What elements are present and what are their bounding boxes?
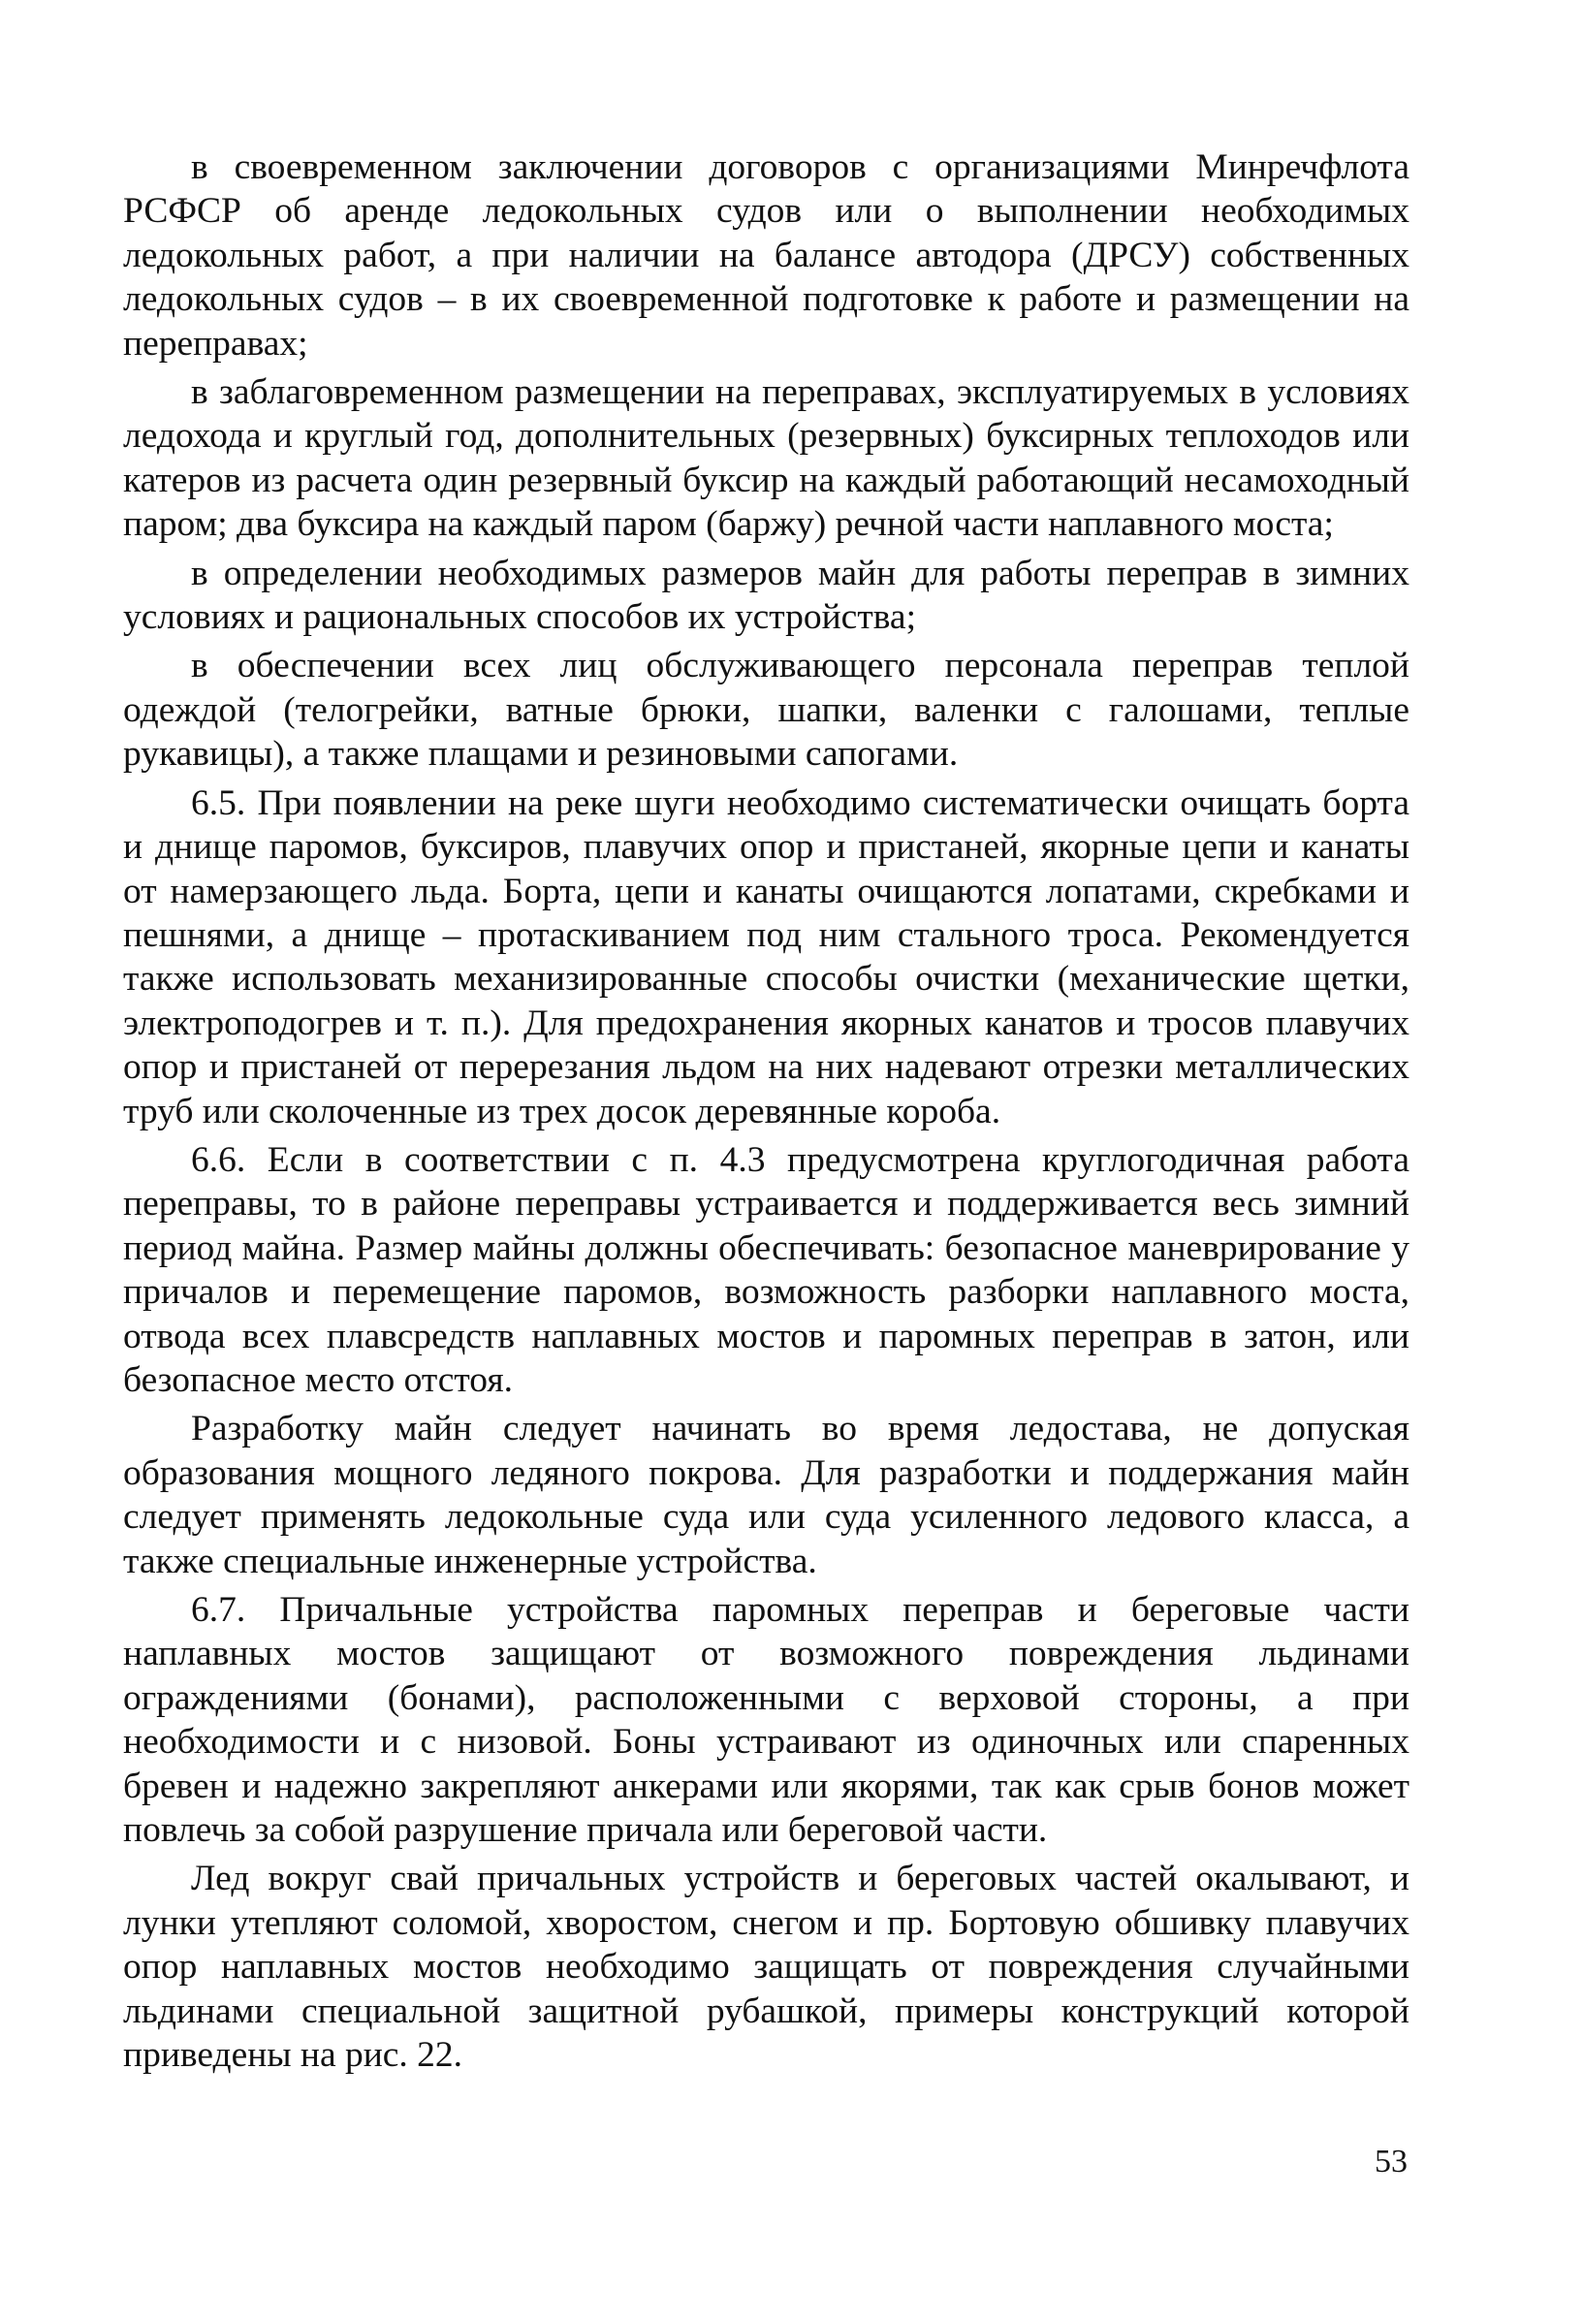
- paragraph-warm-clothing: в обеспечении всех лиц обслуживающего персонала переправ теплой одеждой (телогрейки, ватные брюки, шапки, валенки с галошами, теплые рукавицы), а также плащами и резиновыми сапогами.: [123, 646, 1409, 775]
- paragraph-ice-hole-sizes: в определении необходимых размеров майн для работы переправ в зимних условиях и рациональных способов их устройства;: [123, 553, 1409, 638]
- page-number: 53: [1375, 2144, 1408, 2180]
- paragraph-section-6-6: 6.6. Если в соответствии с п. 4.3 предусмотрена круглогодичная работа переправы, то в районе переправы устраивается и поддерживается весь зимний период майна. Размер майны должны обеспечивать: безопасное маневрирование у причалов и перемещение паромов, возможность разборки наплавного моста, отвода всех плавсредств наплавных мостов и паромных переправ в затон, или безопасное место отстоя.: [123, 1139, 1409, 1400]
- paragraph-section-6-5: 6.5. При появлении на реке шуги необходимо систематически очищать борта и днище паромов, буксиров, плавучих опор и пристаней, якорные цепи и канаты от намерзающего льда. Борта, цепи и канаты очищаются лопатами, скребками и пешнями, а днище – протаскиванием под ним стального троса. Рекомендуется также использовать механизированные способы очистки (механические щетки, электроподогрев и т. п.). Для предохранения якорных канатов и тросов плавучих опор и пристаней от перерезания льдом на них надевают отрезки металлических труб или сколоченные из трех досок деревянные короба.: [123, 782, 1409, 1131]
- paragraph-pile-ice-protection: Лед вокруг свай причальных устройств и береговых частей окалывают, и лунки утепляют соломой, хворостом, снегом и пр. Бортовую обшивку плавучих опор наплавных мостов необходимо защищать от повреждения случайными льдинами специальной защитной рубашкой, примеры конструкций которой приведены на рис. 22.: [123, 1859, 1409, 2076]
- paragraph-section-6-7: 6.7. Причальные устройства паромных переправ и береговые части наплавных мостов защищают от возможного повреждения льдинами ограждениями (бонами), расположенными с верховой стороны, а при необходимости и с низовой. Боны устраивают из одиночных или спаренных бревен и надежно закрепляют анкерами или якорями, так как срыв бонов может повлечь за собой разрушение причала или береговой части.: [123, 1590, 1409, 1851]
- paragraph-ice-hole-development: Разработку майн следует начинать во время ледостава, не допуская образования мощного ледяного покрова. Для разработки и поддержания майн следует применять ледокольные суда или суда усиленного ледового класса, а также специальные инженерные устройства.: [123, 1409, 1409, 1581]
- paragraph-reserve-tugboats: в заблаговременном размещении на переправах, эксплуатируемых в условиях ледохода и круглый год, дополнительных (резервных) буксирных теплоходов или катеров из расчета один резервный буксир на каждый работающий несамоходный паром; два буксира на каждый паром (баржу) речной части наплавного моста;: [123, 372, 1409, 545]
- body-text: [123, 145, 1409, 2082]
- paragraph-icebreaker-contracts: в своевременном заключении договоров с организациями Минречфлота РСФСР об аренде ледокольных судов или о выполнении необходимых ледокольных работ, а при наличии на балансе автодора (ДРСУ) собственных ледокольных судов – в их своевременной подготовке к работе и размещении на переправах;: [123, 147, 1409, 364]
